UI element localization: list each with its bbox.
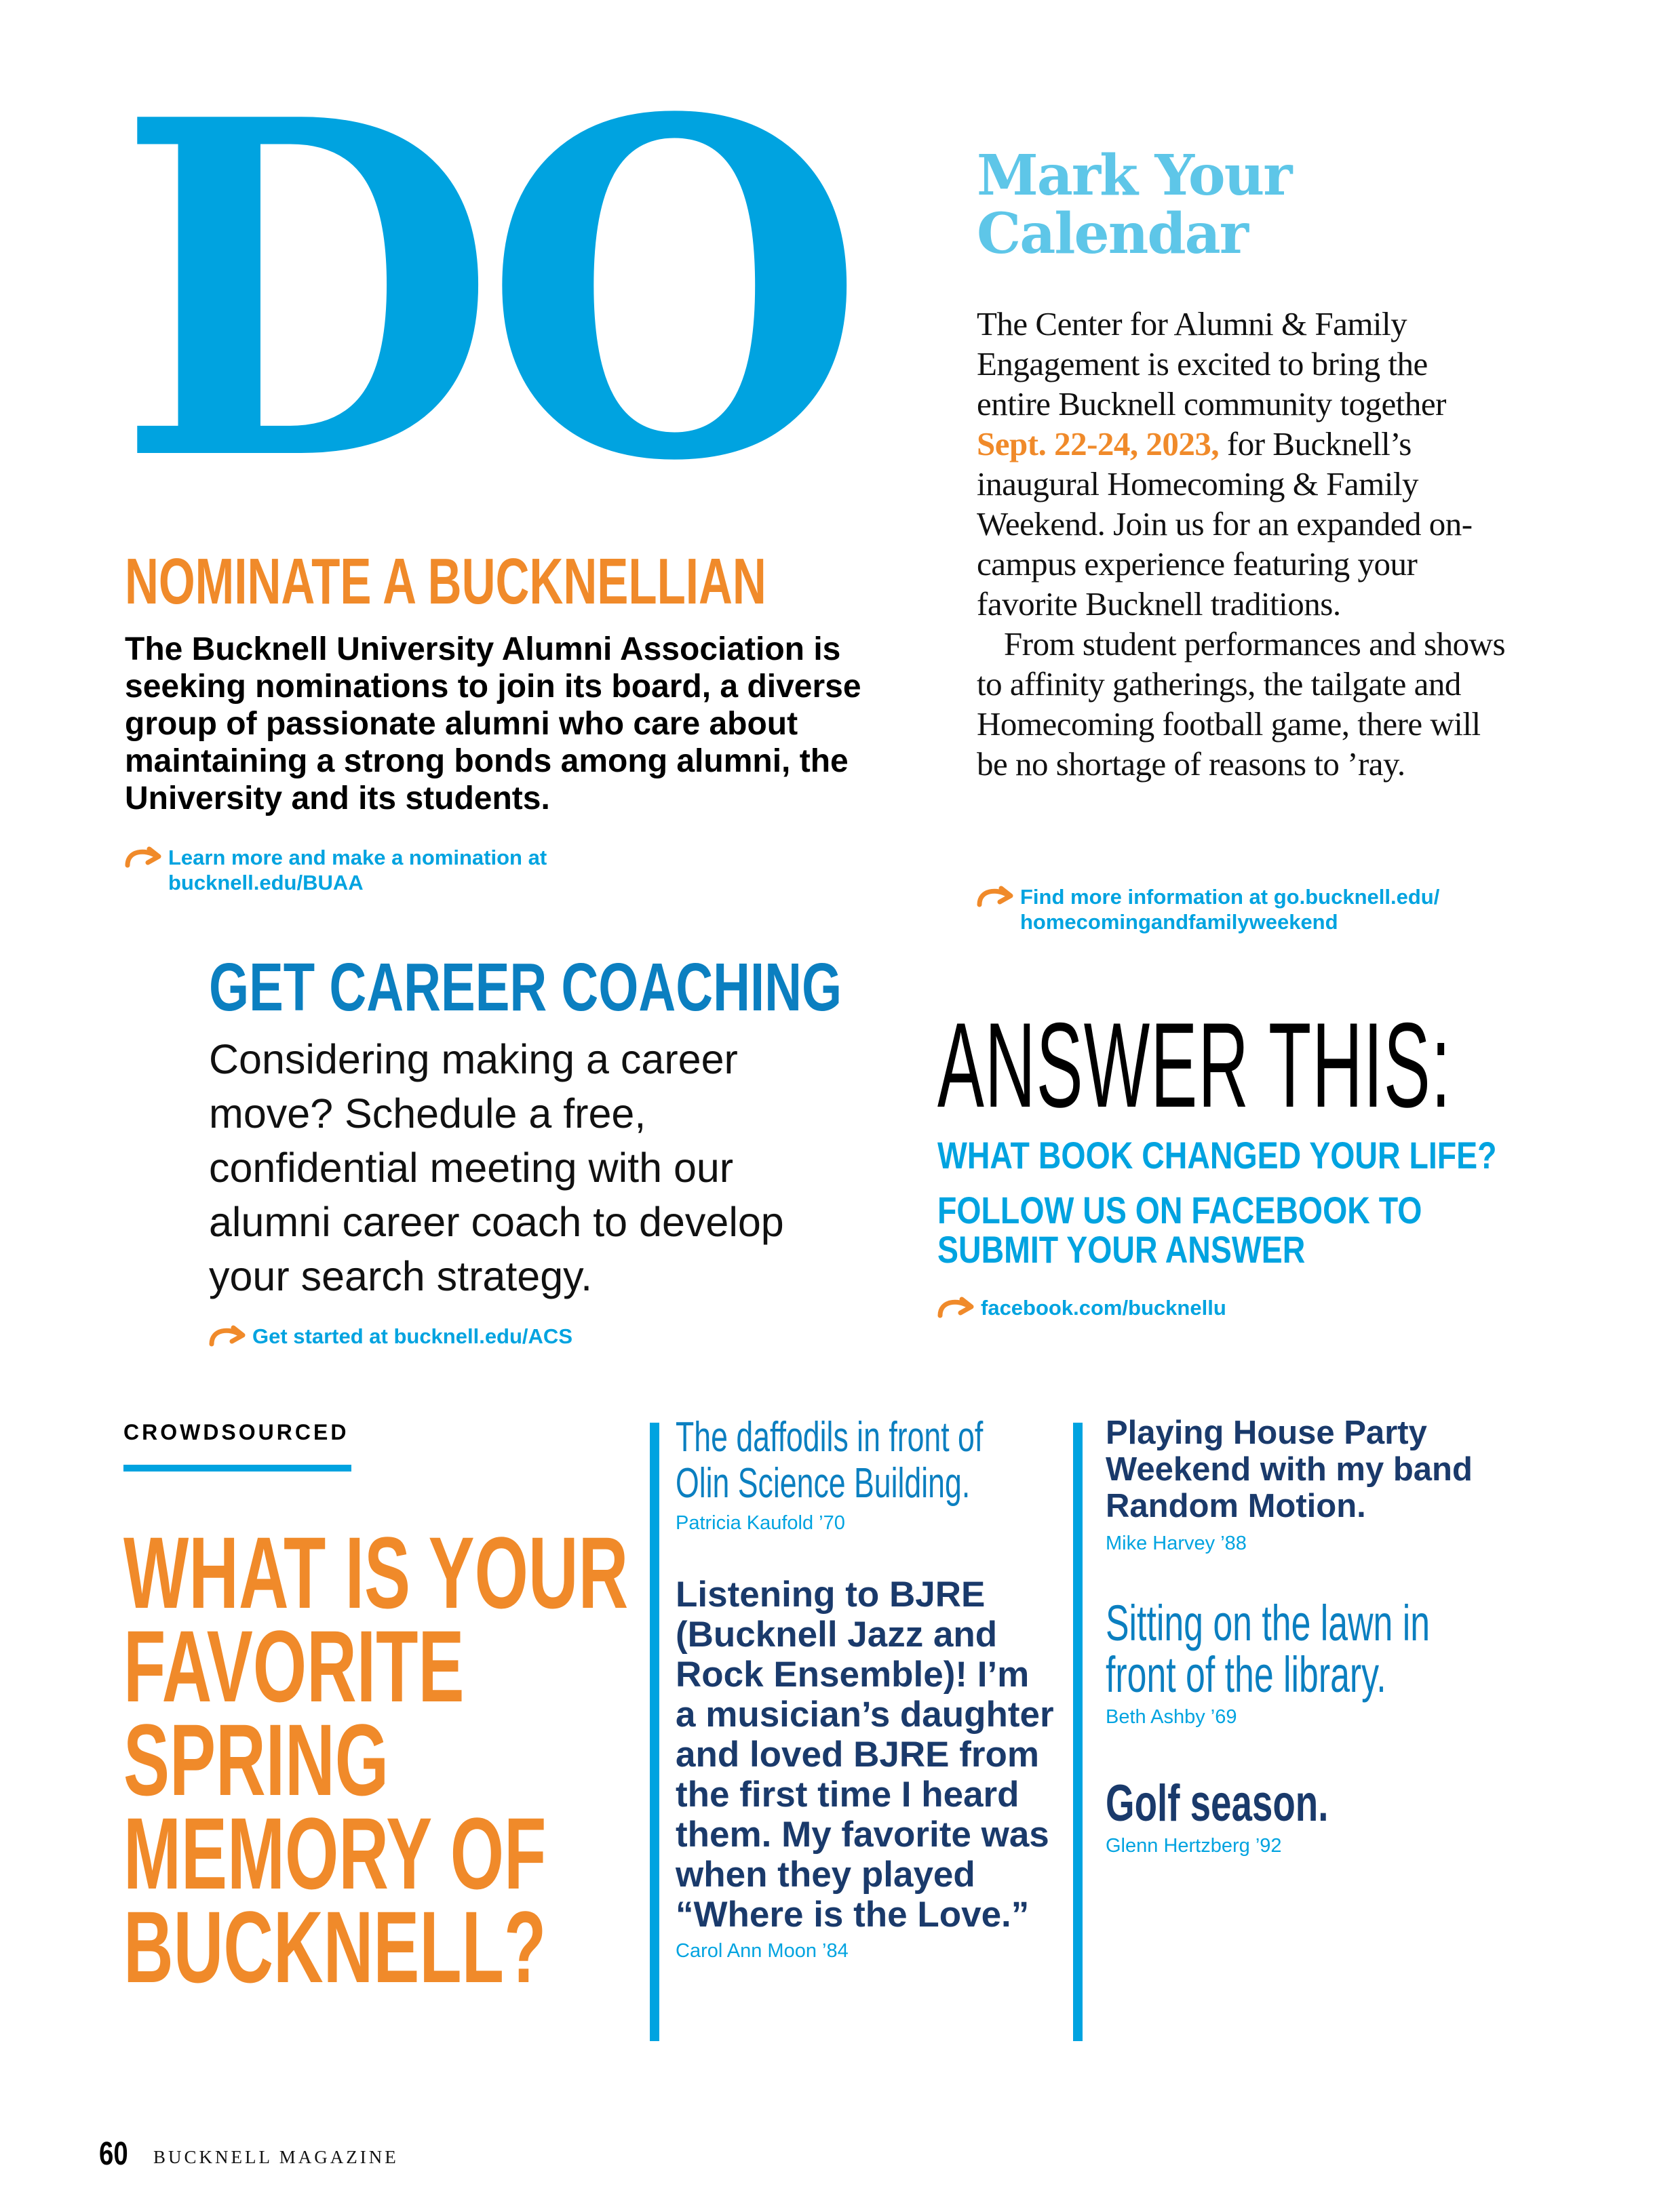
calendar-heading-line1: Mark Your: [977, 143, 1291, 208]
nominate-link-line1: Learn more and make a nomination at: [168, 846, 547, 869]
answer-follow: FOLLOW US ON FACEBOOK TO SUBMIT YOUR ANSWER: [937, 1189, 1422, 1271]
response-house-party: Playing House Party Weekend with my band Random Motion. Mike Harvey ’88: [1106, 1415, 1540, 1555]
magazine-name: BUCKNELL MAGAZINE: [153, 2147, 399, 2167]
calendar-link-line1: Find more information at go.bucknell.edu/: [1020, 885, 1440, 909]
facebook-link-text: facebook.com/bucknellu: [981, 1296, 1226, 1320]
response-author: Glenn Hertzberg ’92: [1106, 1835, 1282, 1857]
response-golf: Golf season. Glenn Hertzberg ’92: [1106, 1777, 1415, 1857]
answer-heading: ANSWER THIS:: [937, 998, 1452, 1132]
nominate-link[interactable]: [125, 845, 735, 895]
nominate-body: The Bucknell University Alumni Association is seeking nominations to join its board, a diverse group of passionate alumni who care about maintaining a strong bonds among alumni, the University and its students.: [125, 631, 861, 816]
career-link[interactable]: [209, 1324, 752, 1349]
crowdsourced-question: WHAT IS YOUR FAVORITE SPRING MEMORY OF BUCKNELL?: [123, 1516, 629, 2004]
response-bjre: Listening to BJRE (Bucknell Jazz and Rock Ensemble)! I’m a musician’s daughter and loved BJRE from the first time I heard them. My favorite was when they played “Where is the Love.” Carol Ann Moon ’84: [676, 1575, 1055, 1962]
page-number: 60: [99, 2136, 128, 2172]
curved-arrow-icon: [125, 845, 163, 869]
answer-question: WHAT BOOK CHANGED YOUR LIFE?: [937, 1134, 1497, 1177]
crowdsourced-label: CROWDSOURCED: [123, 1420, 349, 1444]
curved-arrow-icon: [937, 1295, 975, 1320]
nominate-link-line2: bucknell.edu/BUAA: [168, 871, 364, 894]
crowdsourced-underline: [123, 1465, 351, 1472]
curved-arrow-icon: [977, 884, 1015, 909]
response-author: Beth Ashby ’69: [1106, 1706, 1237, 1728]
calendar-heading: [977, 143, 1291, 266]
career-link-text: Get started at bucknell.edu/ACS: [252, 1324, 572, 1348]
response-daffodils: The daffodils in front of Olin Science Building. Patricia Kaufold ’70: [676, 1415, 1103, 1535]
calendar-heading-line2: Calendar: [977, 201, 1248, 266]
career-body: Considering making a career move? Schedule a free, confidential meeting with our alumni career coach to develop your search strategy.: [209, 1036, 784, 1299]
nominate-heading: NOMINATE A BUCKNELLIAN: [125, 545, 766, 618]
event-date: Sept. 22-24, 2023,: [977, 425, 1220, 462]
facebook-link[interactable]: [937, 1295, 1412, 1320]
response-author: Mike Harvey ’88: [1106, 1533, 1247, 1554]
column-rule-left: [650, 1423, 659, 2041]
career-heading: GET CAREER COACHING: [209, 949, 842, 1025]
calendar-body: [977, 304, 1506, 784]
calendar-link[interactable]: [977, 884, 1587, 934]
response-author: Carol Ann Moon ’84: [676, 1940, 849, 1962]
do-heading: DO: [117, 21, 853, 562]
calendar-paragraph-2: From student performances and shows to affinity gatherings, the tailgate and Homecoming football game, there will be no shortage of reasons to ’ray.: [977, 625, 1506, 783]
calendar-link-line2: homecomingandfamilyweekend: [1020, 910, 1338, 934]
calendar-paragraph-1: The Center for Alumni & Family Engagement is excited to bring the entire Bucknell community together Sept. 22-24, 2023, for Bucknell’s inaugural Homecoming & Family Weekend. Join us for an expanded on-campus experience featuring your favorite Bucknell traditions.: [977, 305, 1473, 623]
response-author: Patricia Kaufold ’70: [676, 1512, 845, 1534]
curved-arrow-icon: [209, 1324, 247, 1348]
response-lawn: Sitting on the lawn in front of the library. Beth Ashby ’69: [1106, 1598, 1569, 1729]
